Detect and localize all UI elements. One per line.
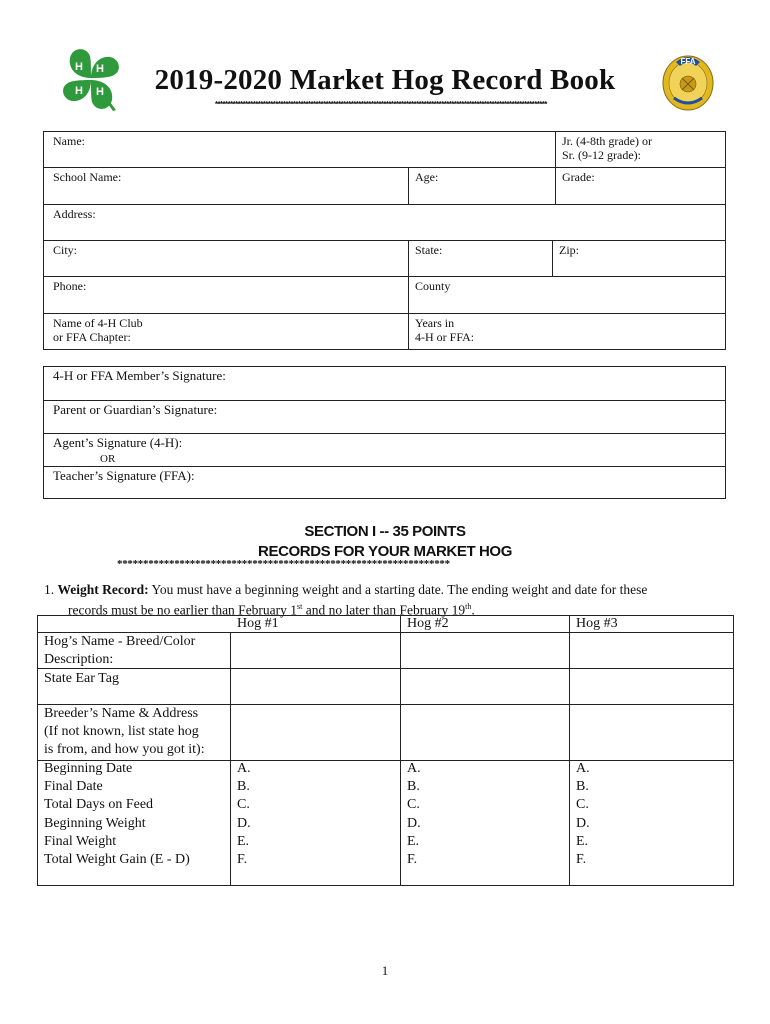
svg-text:H: H — [75, 61, 83, 73]
svg-text:H: H — [96, 63, 104, 75]
parent-signature-field[interactable]: Parent or Guardian’s Signature: — [53, 402, 218, 417]
years-field[interactable]: 4-H or FFA: — [415, 330, 475, 344]
section-divider: **************************************************************** — [117, 558, 450, 570]
hog-3-field-a[interactable]: A. — [576, 761, 590, 776]
hog-3-field-e[interactable]: E. — [576, 834, 589, 849]
hog-1-field-e[interactable]: E. — [237, 834, 250, 849]
club-label-1: Name of 4-H Club — [53, 316, 143, 330]
hog-1-field-f[interactable]: F. — [237, 852, 248, 867]
address-field[interactable]: Address: — [53, 207, 96, 221]
row-label-breeder-3: is from, and how you got it): — [44, 742, 205, 757]
agent-signature-field[interactable]: Agent’s Signature (4-H): — [53, 435, 183, 450]
page-number: 1 — [381, 963, 389, 978]
age-field[interactable]: Age: — [415, 170, 439, 184]
years-label-1: Years in — [415, 316, 455, 330]
hog-2-field-d[interactable]: D. — [407, 816, 421, 831]
weight-record-text-2a: records must be no earlier than February 1 — [68, 602, 298, 618]
row-label-name-1: Hog’s Name - Breed/Color — [44, 634, 196, 649]
header-divider: ************************************************************************************************************************************ — [215, 100, 547, 109]
row-label-beginning-date: Beginning Date — [44, 761, 133, 776]
row-label-beginning-weight: Beginning Weight — [44, 816, 146, 831]
svg-text:H: H — [75, 85, 83, 97]
or-label: OR — [100, 453, 116, 465]
hog-2-field-f[interactable]: F. — [407, 852, 418, 867]
hog-2-field-e[interactable]: E. — [407, 834, 420, 849]
grade-field[interactable]: Grade: — [562, 170, 595, 184]
ffa-emblem-icon — [660, 50, 716, 112]
hog-1-field-a[interactable]: A. — [237, 761, 251, 776]
county-field[interactable]: County — [415, 279, 451, 293]
state-field[interactable]: State: — [415, 243, 443, 257]
hog-2-field-c[interactable]: C. — [407, 797, 420, 812]
column-header-hog-2: Hog #2 — [407, 616, 449, 631]
hog-3-field-c[interactable]: C. — [576, 797, 589, 812]
school-name-field[interactable]: School Name: — [53, 170, 122, 184]
hog-1-field-d[interactable]: D. — [237, 816, 251, 831]
section-subheading: RECORDS FOR YOUR MARKET HOG — [258, 543, 512, 560]
teacher-signature-field[interactable]: Teacher’s Signature (FFA): — [53, 468, 195, 483]
svg-text:H: H — [96, 86, 104, 98]
member-signature-field[interactable]: 4-H or FFA Member’s Signature: — [53, 368, 226, 383]
hog-3-field-d[interactable]: D. — [576, 816, 590, 831]
name-field[interactable]: Name: — [53, 134, 85, 148]
row-label-weight-gain: Total Weight Gain (E - D) — [44, 852, 190, 867]
weight-record-heading: Weight Record: — [57, 582, 149, 597]
page-title: 2019-2020 Market Hog Record Book — [154, 64, 616, 96]
hog-3-field-b[interactable]: B. — [576, 779, 589, 794]
svg-text:FFA: FFA — [680, 57, 696, 66]
weight-record-text-2c: . — [471, 602, 475, 618]
weight-record-instructions — [44, 581, 734, 619]
row-label-days-on-feed: Total Days on Feed — [44, 797, 154, 812]
grade-level-field[interactable]: Sr. (9-12 grade): — [562, 148, 641, 162]
row-label-ear-tag: State Ear Tag — [44, 671, 119, 686]
club-field[interactable]: or FFA Chapter: — [53, 330, 131, 344]
grade-level-label-1: Jr. (4-8th grade) or — [562, 134, 652, 148]
hog-2-field-a[interactable]: A. — [407, 761, 421, 776]
hog-1-field-c[interactable]: C. — [237, 797, 250, 812]
hog-2-field-b[interactable]: B. — [407, 779, 420, 794]
row-label-name-2: Description: — [44, 652, 114, 667]
column-header-hog-3: Hog #3 — [576, 616, 618, 631]
column-header-hog-1: Hog #1 — [237, 616, 279, 631]
hog-1-field-b[interactable]: B. — [237, 779, 250, 794]
city-field[interactable]: City: — [53, 243, 78, 257]
row-label-final-date: Final Date — [44, 779, 103, 794]
row-label-breeder-2: (If not known, list state hog — [44, 724, 199, 739]
section-heading: SECTION I -- 35 POINTS — [304, 523, 466, 540]
sup-st: st — [297, 602, 303, 611]
4-h-clover-icon — [56, 44, 126, 114]
hog-3-field-f[interactable]: F. — [576, 852, 587, 867]
weight-record-text-2b: and no later than February 19 — [302, 602, 466, 618]
row-label-final-weight: Final Weight — [44, 834, 117, 849]
row-label-breeder-1: Breeder’s Name & Address — [44, 706, 199, 721]
zip-field[interactable]: Zip: — [559, 243, 579, 257]
sup-th: th — [465, 602, 472, 611]
weight-record-text-1: You must have a beginning weight and a starting date. The ending weight and date for these — [151, 582, 648, 597]
item-number: 1. — [44, 582, 55, 597]
phone-field[interactable]: Phone: — [53, 279, 87, 293]
